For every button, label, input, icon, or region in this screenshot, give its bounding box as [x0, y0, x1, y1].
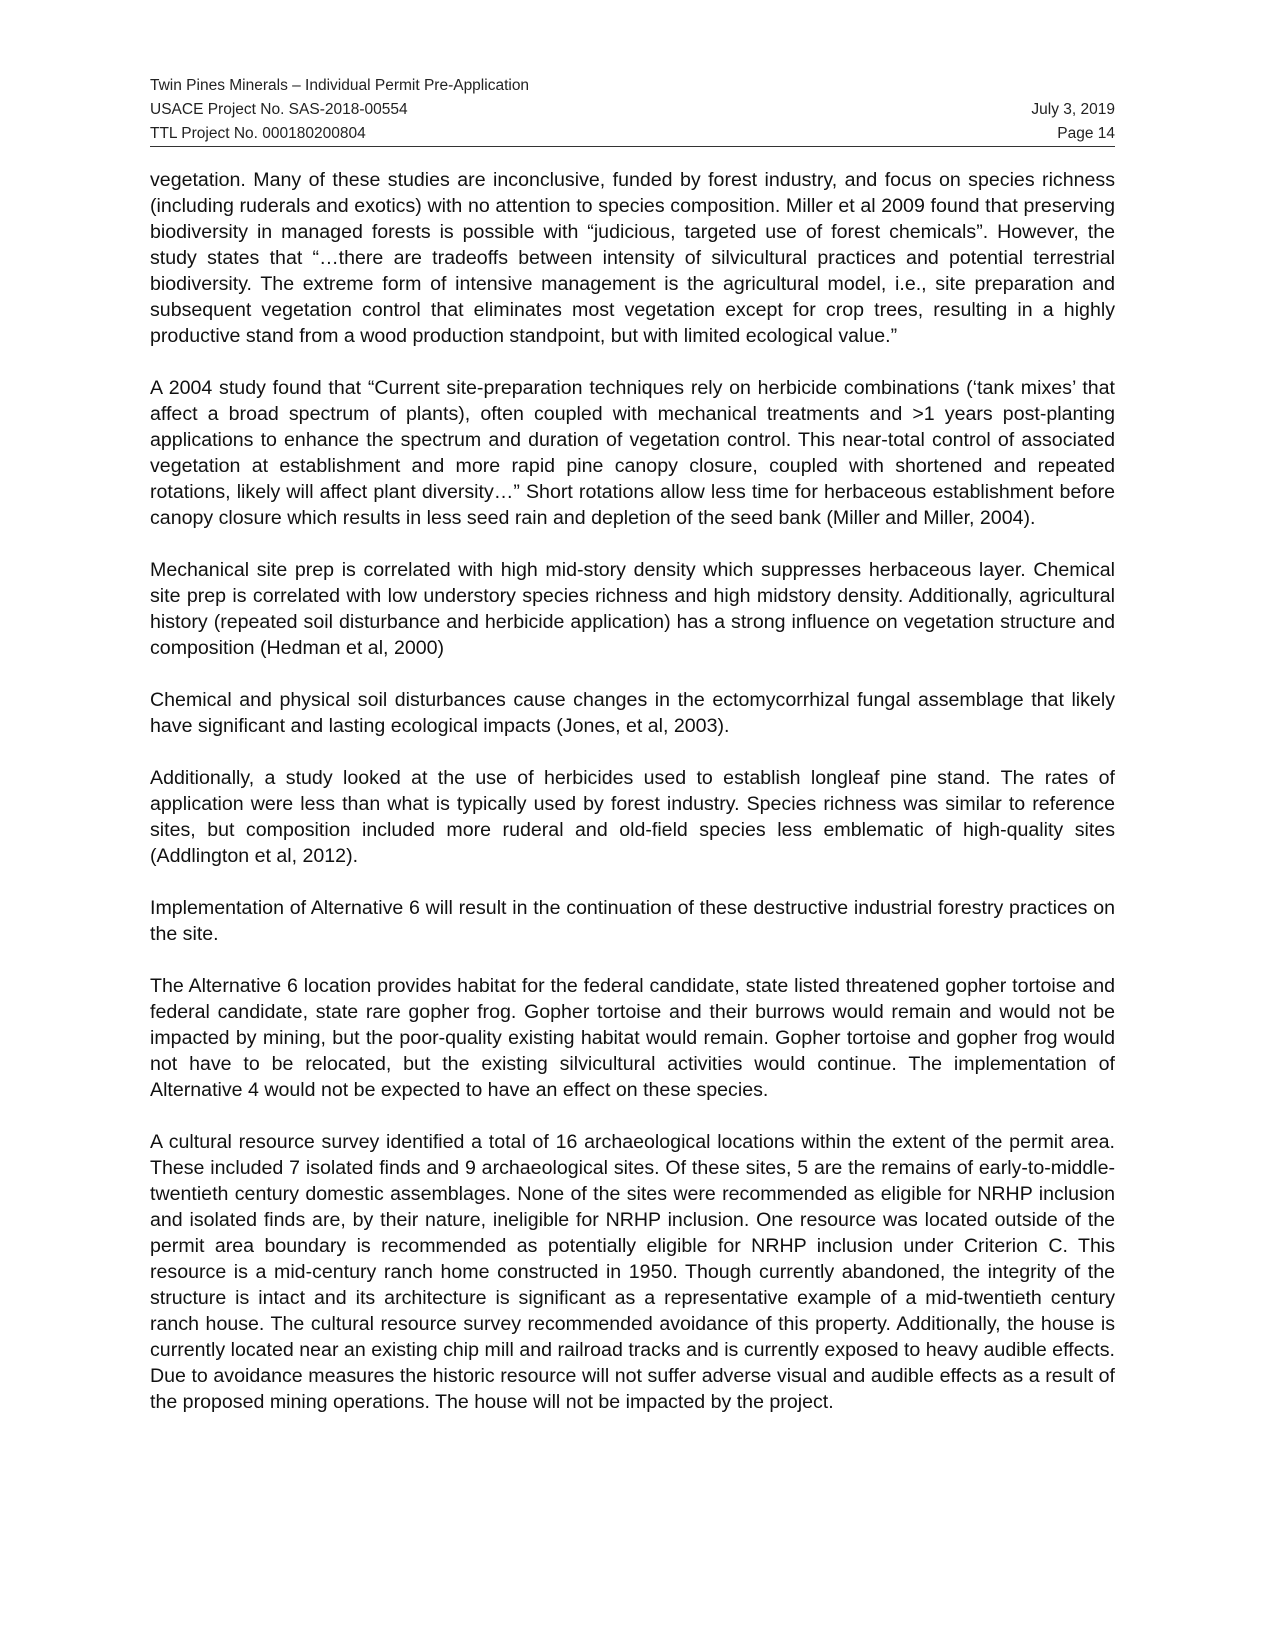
page-header — [150, 74, 1115, 146]
header-project-title: Twin Pines Minerals – Individual Permit Pre-Application — [150, 77, 530, 94]
paragraph: A cultural resource survey identified a total of 16 archaeological locations within the extent of the permit area. These included 7 isolated finds and 9 archaeological sites. Of these sites, 5 are the remains of early-to-middle-twentieth century domestic assemblages. None of the sites were recommended as eligible for NRHP inclusion and isolated finds are, by their nature, ineligible for NRHP inclusion. One resource was located outside of the permit area boundary is recommended as potentially eligible for NRHP inclusion under Criterion C. This resource is a mid-century ranch home constructed in 1950. Though currently abandoned, the integrity of the structure is intact and its architecture is significant as a representative example of a mid-twentieth century ranch house. The cultural resource survey recommended avoidance of this property. Additionally, the house is currently located near an existing chip mill and railroad tracks and is currently exposed to heavy audible effects. Due to avoidance measures the historic resource will not suffer adverse visual and audible effects as a result of the proposed mining operations. The house will not be impacted by the project. — [150, 1131, 1115, 1413]
header-date: July 3, 2019 — [1031, 101, 1115, 118]
header-row-2 — [150, 98, 1115, 122]
header-usace-project-number: USACE Project No. SAS-2018-00554 — [150, 101, 408, 118]
paragraph: Mechanical site prep is correlated with high mid-story density which suppresses herbaceous layer. Chemical site prep is correlated with low understory species richness and high midstory density. Additionally, agricultural history (repeated soil disturbance and herbicide application) has a strong influence on vegetation structure and composition (Hedman et al, 2000) — [150, 559, 1115, 659]
paragraph: vegetation. Many of these studies are inconclusive, funded by forest industry, and focus on species richness (including ruderals and exotics) with no attention to species composition. Miller et al 2009 found that preserving biodiversity in managed forests is possible with “judicious, targeted use of forest chemicals”. However, the study states that “…there are tradeoffs between intensity of silvicultural practices and potential terrestrial biodiversity. The extreme form of intensive management is the agricultural model, i.e., site preparation and subsequent vegetation control that eliminates most vegetation except for crop trees, resulting in a highly productive stand from a wood production standpoint, but with limited ecological value.” — [150, 169, 1115, 347]
header-row-1 — [150, 74, 1115, 98]
paragraph: Implementation of Alternative 6 will result in the continuation of these destructive industrial forestry practices on the site. — [150, 897, 1115, 945]
paragraph: A 2004 study found that “Current site-preparation techniques rely on herbicide combinations (‘tank mixes’ that affect a broad spectrum of plants), often coupled with mechanical treatments and >1 years post-planting applications to enhance the spectrum and duration of vegetation control. This near-total control of associated vegetation at establishment and more rapid pine canopy closure, coupled with shortened and repeated rotations, likely will affect plant diversity…” Short rotations allow less time for herbaceous establishment before canopy closure which results in less seed rain and depletion of the seed bank (Miller and Miller, 2004). — [150, 377, 1115, 529]
header-ttl-project-number: TTL Project No. 000180200804 — [150, 125, 366, 142]
header-divider — [150, 146, 1115, 147]
paragraph: Chemical and physical soil disturbances cause changes in the ectomycorrhizal fungal assemblage that likely have significant and lasting ecological impacts (Jones, et al, 2003). — [150, 689, 1115, 737]
header-row-3 — [150, 122, 1115, 146]
paragraph: The Alternative 6 location provides habitat for the federal candidate, state listed threatened gopher tortoise and federal candidate, state rare gopher frog. Gopher tortoise and their burrows would remain and would not be impacted by mining, but the poor-quality existing habitat would remain. Gopher tortoise and gopher frog would not have to be relocated, but the existing silvicultural activities would continue. The implementation of Alternative 4 would not be expected to have an effect on these species. — [150, 975, 1115, 1101]
paragraph: Additionally, a study looked at the use of herbicides used to establish longleaf pine stand. The rates of application were less than what is typically used by forest industry. Species richness was similar to reference sites, but composition included more ruderal and old-field species less emblematic of high-quality sites (Addlington et al, 2012). — [150, 767, 1115, 867]
document-body — [150, 167, 1115, 1415]
header-page-number: Page 14 — [1057, 125, 1115, 142]
